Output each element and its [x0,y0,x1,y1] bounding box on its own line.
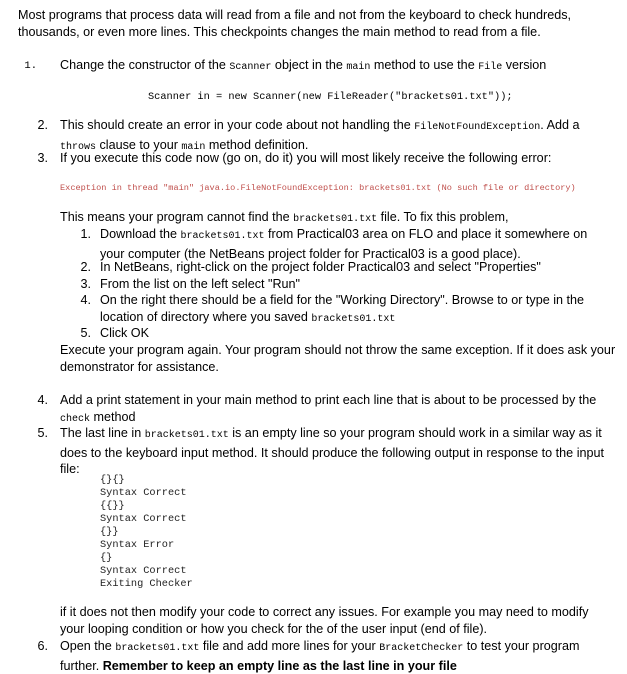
output-line: Syntax Correct [100,565,187,577]
text: does to the keyboard input method. It should produce the following output in response to the input [60,445,604,460]
text: from Practical03 area on FLO and place it somewhere on [264,227,588,241]
text: The last line in [60,426,145,440]
intro-paragraph [18,7,618,40]
step-number: 6. [37,639,48,653]
step-number: 1. [24,60,37,72]
inline-code: Scanner [229,62,272,73]
text: your computer (the NetBeans project folder for Practical03 is a good place). [100,246,521,261]
text: method [90,409,136,424]
substep-number: 5. [80,326,91,340]
text: file: [60,462,80,476]
code-snippet: Scanner in = new Scanner(new FileReader("brackets01.txt")); [148,91,513,103]
text: Open the [60,639,116,653]
inline-code: brackets01.txt [144,430,229,441]
intro-line: thousands, or even more lines. This checkpoints changes the main method to read from a file. [18,24,541,39]
inline-code: BracketChecker [379,643,464,654]
text: clause to your [96,137,182,152]
output-line: {} [100,552,113,564]
substep-number: 3. [80,277,91,291]
text: method to use the [370,58,479,72]
output-line: Exiting Checker [100,578,193,590]
step-4-text [60,392,620,428]
text: This should create an error in your code about not handling the [60,118,415,132]
text: On the right there should be a field for the "Working Directory". Browse to or type in the [100,293,585,307]
substep-3: From the list on the left select "Run" [100,277,301,291]
output-line: {{}} [100,500,125,512]
text: location of directory where you saved [100,309,312,324]
inline-code: FileNotFoundException [414,122,541,133]
substep-2: In NetBeans, right-click on the project folder Practical03 and select "Properties" [100,260,541,274]
text: object in the [271,58,347,72]
output-line: Syntax Correct [100,487,187,499]
inline-code: throws [60,141,97,153]
text: if it does not then modify your code to correct any issues. For example you may need to modify [60,605,589,619]
text: your looping condition or how you check for the of the user input (end of file). [60,621,488,636]
text: demonstrator for assistance. [60,359,219,374]
substep-number: 1. [80,227,91,241]
output-line: Syntax Error [100,539,175,551]
inline-code: File [478,62,503,73]
text: Download the [100,227,181,241]
substep-1 [100,226,610,262]
inline-code: main [181,141,206,153]
output-line: Syntax Correct [100,513,187,525]
execute-note [60,342,620,375]
output-line: {}} [100,526,119,538]
text: is an empty line so your program should work in a similar way as it [228,426,602,440]
step-5-text [60,425,620,478]
inline-code: brackets01.txt [311,313,396,325]
error-message: Exception in thread "main" java.io.FileNotFoundException: brackets01.txt (No such file or directory) [60,183,576,193]
step-1-text [60,57,546,77]
expected-output [100,474,193,591]
text: Add a print statement in your main method to print each line that is about to be processed by the [60,393,597,407]
inline-code: check [60,413,91,425]
substep-4 [100,292,610,328]
inline-code: brackets01.txt [115,643,200,654]
inline-code: brackets01.txt [293,214,378,225]
text: to test your program [463,639,580,653]
substep-number: 4. [80,293,91,307]
inline-code: main [346,62,371,73]
text: version [502,58,547,72]
text: Change the constructor of the [60,58,230,72]
step-5-followup [60,604,620,637]
text: method definition. [205,137,309,152]
text: This means your program cannot find the [60,210,294,224]
text: further. [60,658,103,673]
intro-line: Most programs that process data will read from a file and not from the keyboard to check hundreds, [18,8,571,22]
step-number: 2. [37,118,48,132]
substep-number: 2. [80,260,91,274]
bold-reminder: Remember to keep an empty line as the last line in your file [102,658,457,673]
step-number: 4. [37,393,48,407]
text: Execute your program again. Your program should not throw the same exception. If it does ask your [60,343,616,357]
step-number: 5. [37,426,48,440]
step-3-text: If you execute this code now (go on, do it) you will most likely receive the following error: [60,151,552,165]
substep-5: Click OK [100,326,149,340]
step-6-text [60,638,620,674]
step-number: 3. [37,151,48,165]
text: file. To fix this problem, [377,210,509,224]
inline-code: brackets01.txt [180,231,265,242]
text: file and add more lines for your [199,639,380,653]
text: . Add a [540,118,580,132]
output-line: {}{} [100,474,125,486]
